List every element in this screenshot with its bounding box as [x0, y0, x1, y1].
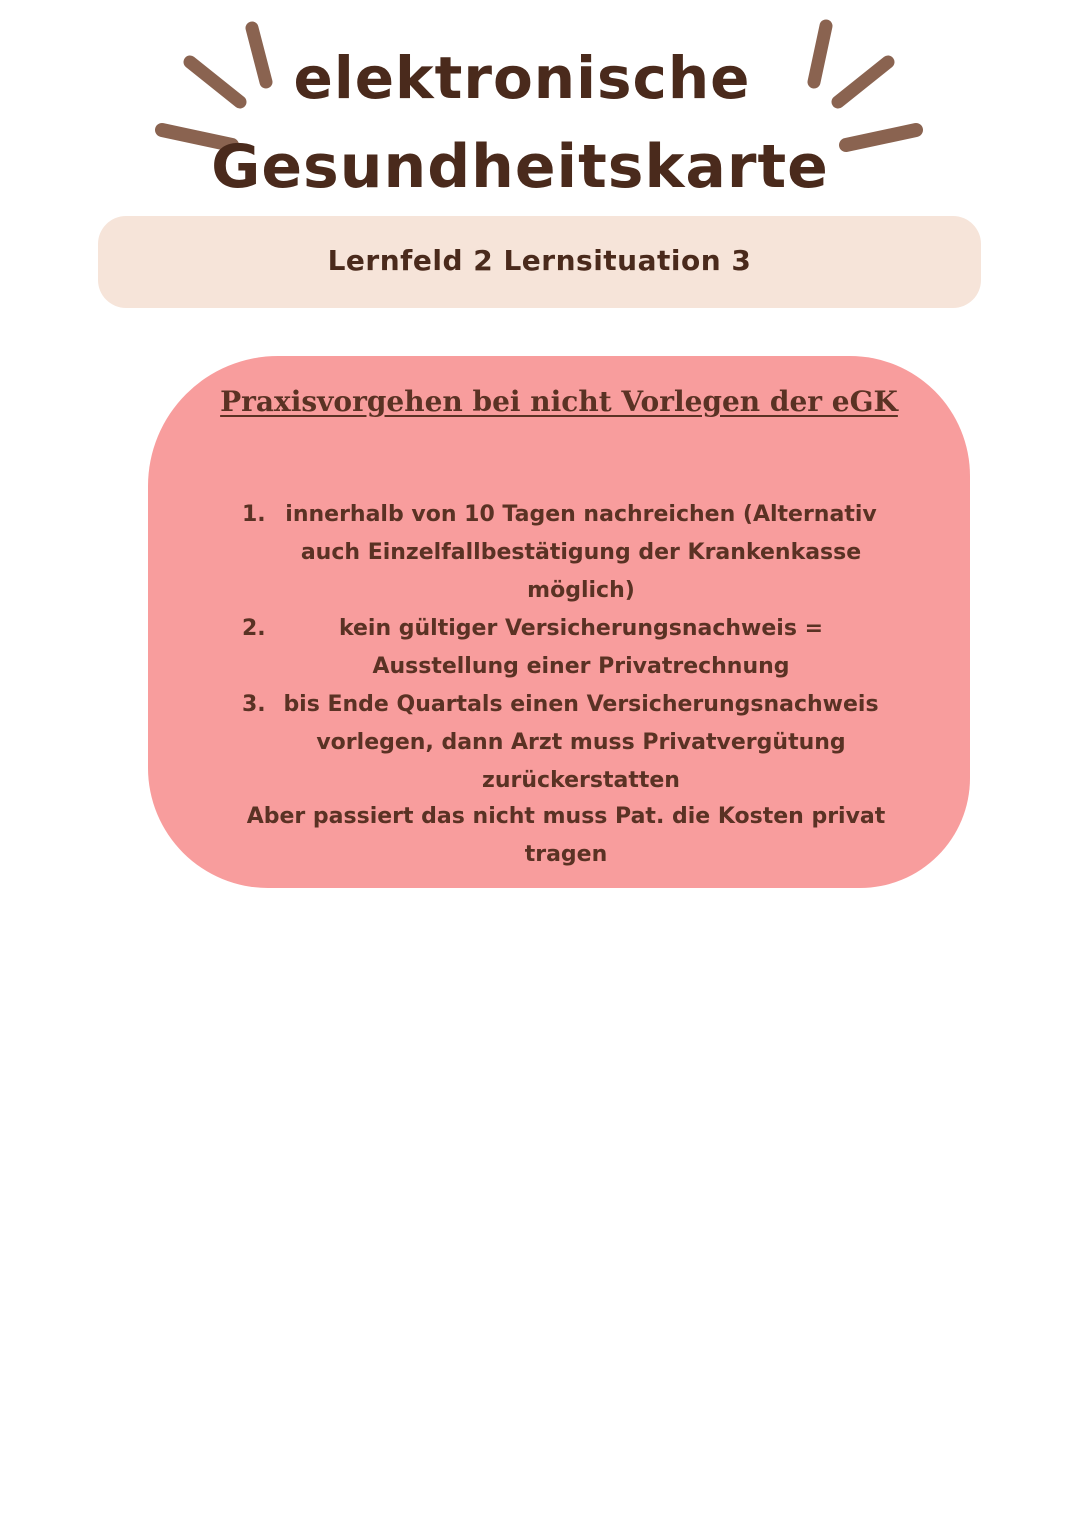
title-line-2: Gesundheitskarte [211, 132, 829, 202]
subtitle-band [98, 216, 981, 308]
list-item-number: 2. [242, 616, 266, 641]
list-item [236, 686, 896, 800]
title-line-1: elektronische [293, 44, 751, 112]
subtitle: Lernfeld 2 Lernsituation 3 [327, 244, 752, 277]
list-item-number: 3. [242, 692, 266, 717]
list-item-text: innerhalb von 10 Tagen nachreichen (Alternativ auch Einzelfallbestätigung der Krankenkasse möglich) [285, 502, 877, 603]
card-footnote: Aber passiert das nicht muss Pat. die Kosten privat tragen [246, 804, 886, 867]
info-card [148, 356, 970, 888]
procedure-list [236, 496, 896, 800]
list-item [236, 610, 896, 686]
list-item-number: 1. [242, 502, 266, 527]
list-item-text: bis Ende Quartals einen Versicherungsnachweis vorlegen, dann Arzt muss Privatvergütung zurückerstatten [283, 692, 879, 793]
list-item-text: kein gültiger Versicherungsnachweis = Ausstellung einer Privatrechnung [338, 616, 824, 679]
card-heading: Praxisvorgehen bei nicht Vorlegen der eGK [220, 385, 898, 418]
list-item [236, 496, 896, 610]
